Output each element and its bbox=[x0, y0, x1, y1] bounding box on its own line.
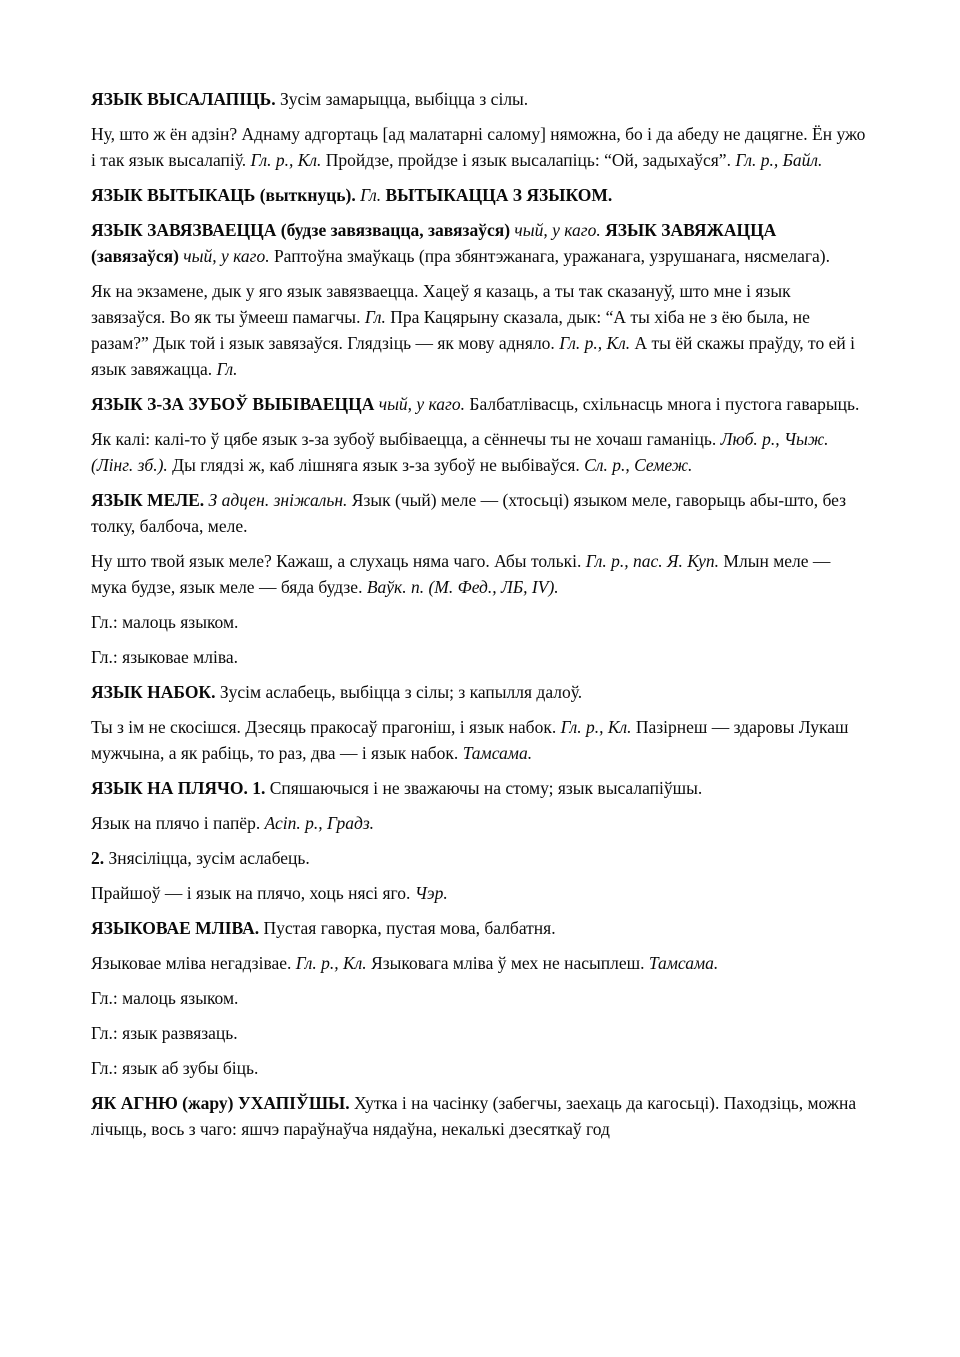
entry-examples bbox=[91, 810, 867, 836]
text-run-regular: Зусім аслабець, выбіцца з сілы; з капылля далоў. bbox=[215, 682, 583, 702]
entry-definition bbox=[91, 487, 867, 539]
text-run-regular: Языковае мліва негадзівае. bbox=[91, 953, 296, 973]
entry-examples bbox=[91, 880, 867, 906]
text-run-regular: Спяшаючыся і не зважаючы на стому; язык высалапіўшы. bbox=[265, 778, 703, 798]
text-run-regular: Ну што твой язык меле? Кажаш, а слухаць няма чаго. Абы толькі. bbox=[91, 551, 586, 571]
entry-examples bbox=[91, 278, 867, 382]
entry-definition bbox=[91, 391, 867, 417]
entry-sense-definition bbox=[91, 845, 867, 871]
entry-definition bbox=[91, 182, 867, 208]
text-run-regular: Пустая гаворка, пустая мова, балбатня. bbox=[259, 918, 556, 938]
entry-examples bbox=[91, 548, 867, 600]
text-run-italic: Гл. bbox=[360, 185, 382, 205]
text-run-italic: Ваўк. п. (М. Фед., ЛБ, IV). bbox=[366, 577, 559, 597]
text-run-bold: ЯЗЫК НА ПЛЯЧО. 1. bbox=[91, 778, 266, 798]
text-run-bold: ЯЗЫК МЕЛЕ. bbox=[91, 490, 205, 510]
text-run-regular: Ды глядзі ж, каб лішняга язык з-за зубоў не выбіваўся. bbox=[167, 455, 585, 475]
dictionary-entries bbox=[91, 86, 867, 1151]
text-run-regular: Гл.: язык развязаць. bbox=[91, 1023, 238, 1043]
text-run-bold: ЯЗЫК ВЫСАЛАПІЦЬ. bbox=[91, 89, 276, 109]
text-run-italic: Гл. р., Кл. bbox=[560, 717, 632, 737]
text-run-italic: Сл. р., Семеж. bbox=[584, 455, 693, 475]
text-run-italic: Гл. р., Кл. bbox=[295, 953, 367, 973]
text-run-bold: ЯЗЫК ВЫТЫКАЦЬ (выткнуць). bbox=[91, 185, 356, 205]
text-run-regular: Як на экзамене, дык у яго язык завязваецца. Хацеў я казаць, а ты так сказануў, што мне і язык завязаўся. Во як ты ўмееш памагчы. bbox=[91, 281, 791, 327]
text-run-regular: Пазірнеш — здаровы Лукаш мужчына, а як рабіць, то раз, два — і язык набок. bbox=[91, 717, 849, 763]
entry-examples bbox=[91, 714, 867, 766]
text-run-regular: Як калі: калі-то ў цябе язык з-за зубоў выбіваецца, а сённечы ты не хочаш гаманіць. bbox=[91, 429, 721, 449]
text-run-regular: Зусім замарыцца, выбіцца з сілы. bbox=[275, 89, 529, 109]
text-run-bold: ЯЗЫК ЗАВЯЗВАЕЦЦА (будзе завязвацца, завязаўся) bbox=[91, 220, 511, 240]
text-run-regular: Раптоўна змаўкаць (пра збянтэжанага, уражанага, узрушанага, нясмелага). bbox=[269, 246, 831, 266]
entry-definition bbox=[91, 679, 867, 705]
text-run-bold: ЯЗЫК З-ЗА ЗУБОЎ ВЫБІВАЕЦЦА bbox=[91, 394, 375, 414]
text-run-italic: чый, у каго. bbox=[183, 246, 270, 266]
cross-reference bbox=[91, 644, 867, 670]
cross-reference bbox=[91, 1020, 867, 1046]
text-run-bold: ЯЗЫК НАБОК. bbox=[91, 682, 216, 702]
entry-examples bbox=[91, 121, 867, 173]
text-run-bold: ВЫТЫКАЦЦА З ЯЗЫКОМ. bbox=[385, 185, 613, 205]
text-run-regular: Язык на плячо і папёр. bbox=[91, 813, 265, 833]
entry-examples bbox=[91, 950, 867, 976]
text-run-regular: Прайшоў — і язык на плячо, хоць нясі яго. bbox=[91, 883, 415, 903]
text-run-regular: Пра Кацярыну сказала, дык: “А ты хіба не з ёю была, не разам?” Дык той і язык завязаўся. Глядзіць — як мову адняло. bbox=[91, 307, 810, 353]
text-run-regular: Млын меле — мука будзе, язык меле — бяда будзе. bbox=[91, 551, 831, 597]
text-run-bold: ЯК АГНЮ (жару) УХАПІЎШЫ. bbox=[91, 1093, 350, 1113]
text-run-italic: чый, у каго. bbox=[378, 394, 466, 414]
text-run-regular: Знясіліцца, зусім аслабець. bbox=[104, 848, 310, 868]
text-run-regular: Хутка і на часінку (забегчы, заехаць да кагосьці). Паходзіць, можна лічыць, вось з чаго: яшчэ параўнаўча нядаўна, некалькі дзесяткаў год bbox=[91, 1093, 857, 1139]
entry-examples bbox=[91, 426, 867, 478]
entry-definition bbox=[91, 775, 867, 801]
text-run-regular: Гл.: малоць языком. bbox=[91, 612, 239, 632]
text-run-italic: Гл. bbox=[216, 359, 238, 379]
text-run-regular: Гл.: малоць языком. bbox=[91, 988, 239, 1008]
text-run-bold: ЯЗЫК ЗАВЯЖАЦЦА (завязаўся) bbox=[91, 220, 777, 266]
text-run-italic: З адцен. зніжальн. bbox=[208, 490, 348, 510]
text-run-regular: Ты з ім не скосішся. Дзесяць пракосаў прагоніш, і язык набок. bbox=[91, 717, 561, 737]
text-run-italic: Тамсама. bbox=[648, 953, 719, 973]
text-run-regular: Языковага мліва ў мех не насыплеш. bbox=[366, 953, 649, 973]
text-run-regular: Балбатлівасць, схільнасць многа і пустога гаварыць. bbox=[465, 394, 860, 414]
text-run-regular: Ну, што ж ён адзін? Аднаму адгортаць [ад малатарні салому] няможна, бо і да абеду не дацягне. Ён ужо і так язык высалапіў. bbox=[91, 124, 866, 170]
text-run-bold: ЯЗЫКОВАЕ МЛІВА. bbox=[91, 918, 260, 938]
text-run-regular: Язык (чый) меле — (хтосьці) языком меле, гаворыць абы-што, без толку, балбоча, меле. bbox=[91, 490, 847, 536]
entry-definition bbox=[91, 915, 867, 941]
text-run-regular: Гл.: языковае мліва. bbox=[91, 647, 239, 667]
cross-reference bbox=[91, 1055, 867, 1081]
cross-reference bbox=[91, 609, 867, 635]
text-run-italic: чый, у каго. bbox=[514, 220, 601, 240]
text-run-regular: А ты ёй скажы праўду, то ей і язык завяжацца. bbox=[91, 333, 855, 379]
text-run-bold: 2. bbox=[91, 848, 105, 868]
text-run-italic: Люб. р., Чыж. (Лінг. зб.). bbox=[91, 429, 829, 475]
entry-definition bbox=[91, 217, 867, 269]
text-run-italic: Гл. р., Кл. bbox=[559, 333, 631, 353]
entry-definition bbox=[91, 86, 867, 112]
text-run-italic: Гл. р., пас. Я. Куп. bbox=[585, 551, 720, 571]
text-run-italic: Асіп. р., Градз. bbox=[264, 813, 375, 833]
text-run-italic: Чэр. bbox=[414, 883, 448, 903]
entry-definition bbox=[91, 1090, 867, 1142]
text-run-regular: Гл.: язык аб зубы біць. bbox=[91, 1058, 259, 1078]
cross-reference bbox=[91, 985, 867, 1011]
text-run-regular: Пройдзе, пройдзе і язык высалапіць: “Ой, задыхаўся”. bbox=[321, 150, 736, 170]
text-run-italic: Гл. р., Кл. bbox=[250, 150, 322, 170]
text-run-italic: Гл. р., Байл. bbox=[735, 150, 823, 170]
text-run-italic: Тамсама. bbox=[462, 743, 533, 763]
text-run-italic: Гл. bbox=[364, 307, 386, 327]
